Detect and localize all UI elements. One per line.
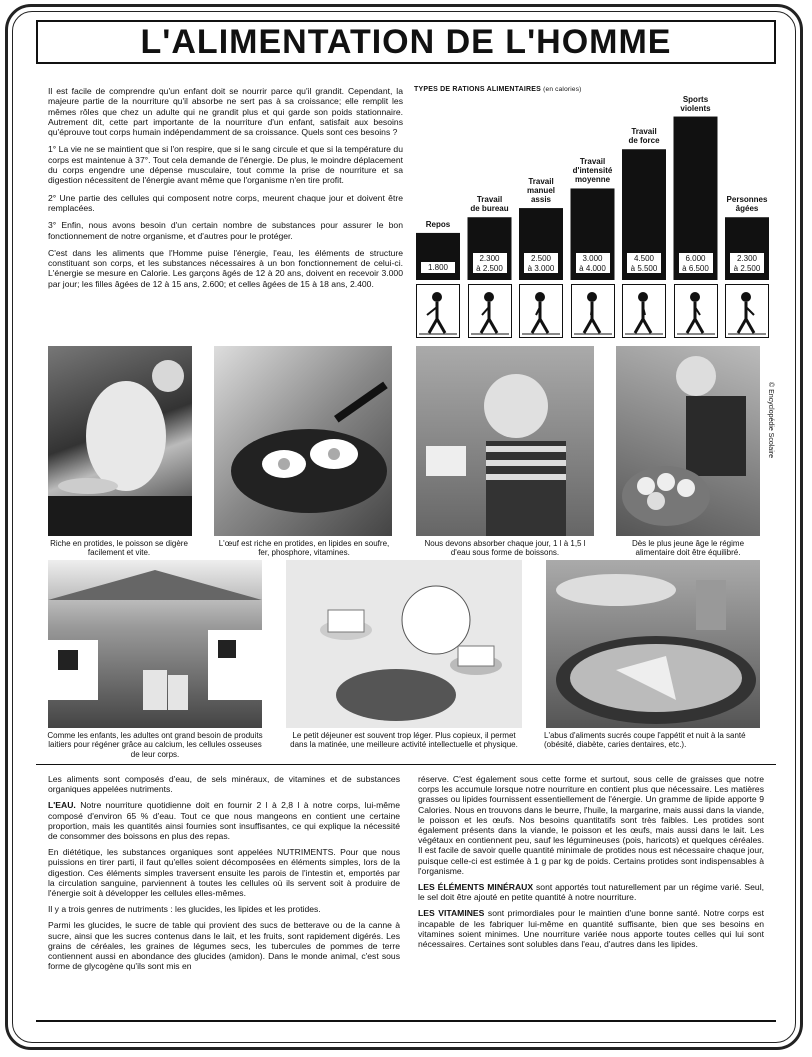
label-line: de bureau <box>470 204 509 214</box>
photo-laitiers <box>48 560 262 728</box>
label-line: moyenne <box>574 175 611 185</box>
fish-worker-image <box>48 346 192 536</box>
intro-paragraph: 1° La vie ne se maintient que si l'on respire, que si le sang circule et que si la température du corps est maintenue à 37°. Tout cela demande de l'énergie. De plus, le moindre déplacement du corps engendre une dépense musculaire, tout comme la prise de nourriture et sa digestion nécessitent de l'énergie avant même que l'organisme n'en tire profit. <box>48 144 403 186</box>
label-line: Travail <box>528 177 554 187</box>
chart-value-label <box>626 252 662 274</box>
activity-pictogram <box>416 284 460 338</box>
intro-paragraph: 2° Une partie des cellules qui composent notre corps, meurent chaque jour et doivent être remplacées. <box>48 192 403 213</box>
activity-pictogram <box>519 284 563 338</box>
body-paragraph <box>48 774 400 794</box>
label-line: de force <box>628 136 660 146</box>
photo-poisson <box>48 346 192 536</box>
paragraph-text: sont primordiales pour le maintien d'une bonne santé. Notre corps est incapable de les fabriquer lui-même en quantité suffisante, bien que ses besoins en vitamines soient minimes. Une nourriture variée nous apporte toutes celles qui lui sont nécessaires. Certaines sont solubles dans l'eau, d'autres dans les lipides. <box>418 908 764 950</box>
text-column-left <box>48 774 400 977</box>
value-line: à 4.000 <box>579 263 606 273</box>
caption-sucres: L'abus d'aliments sucrés coupe l'appétit et nuit à la santé (obésité, diabète, caries dentaires, etc.). <box>544 731 746 750</box>
chart-category-label <box>668 95 724 113</box>
label-line: Travail <box>579 157 606 167</box>
chart-category-label <box>513 177 569 204</box>
value-line: 3.000 <box>582 254 603 263</box>
paragraph-lead: L'EAU. <box>48 800 76 811</box>
dairy-barn-image <box>48 560 262 728</box>
value-line: à 6.500 <box>682 263 709 273</box>
value-line: 6.000 <box>685 254 706 263</box>
chart-value-label <box>729 252 765 274</box>
body-paragraph <box>418 882 764 902</box>
sweets-pan-image <box>546 560 760 728</box>
woman-drinking-image <box>416 346 594 536</box>
paragraph-lead: LES ÉLÉMENTS MINÉRAUX <box>418 882 534 893</box>
caption-boissons: Nous devons absorber chaque jour, 1 l à 1,5 l d'eau sous forme de boissons. <box>424 539 586 558</box>
paragraph-text: Notre nourriture quotidienne doit en fournir 2 l à 2,8 l à notre corps, lui-même composé d'environ 65 % d'eau. Tout ce que nous mangeons en contient une certaine proportion, mais les quantités ainsi fournies sont insuffisantes, ce qui explique la nécessité de consommer des boissons en plus des repas. <box>48 800 400 842</box>
paragraph-text: En diététique, les substances organiques sont appelées NUTRIMENTS. Pour que nous puissions en tirer parti, il faut qu'elles soient décomposées en éléments simples, lors de la digestion. Ces éléments simples traversent ensuite les parois de l'intestin et, emportés par la circulation sanguine, parviennent à toutes les cellules où ils servent soit à produire de l'énergie soit à développer les cellules elles-mêmes. <box>48 847 400 899</box>
chart-category-label <box>462 195 518 213</box>
body-paragraph <box>48 847 400 898</box>
value-line: à 2.500 <box>476 263 503 273</box>
activity-pictogram <box>622 284 666 338</box>
photo-sucres <box>546 560 760 728</box>
chart-category-label <box>410 220 466 229</box>
body-paragraph <box>48 800 400 841</box>
chart-category-label <box>616 127 672 145</box>
chart-value-label <box>575 252 611 274</box>
body-paragraph <box>48 904 400 914</box>
section-divider <box>36 764 776 765</box>
caption-jeune: Dès le plus jeune âge le régime alimentaire doit être équilibré. <box>631 539 745 558</box>
label-line: violents <box>680 103 711 113</box>
body-paragraph <box>48 920 400 971</box>
caption-laitiers: Comme les enfants, les adultes ont grand besoin de produits laitiers pour régéner grâce au calcium, les cellules osseuses de leur corps. <box>47 731 263 759</box>
chart-value-label <box>420 261 456 274</box>
caption-dejeuner: Le petit déjeuner est souvent trop léger. Plus copieux, il permet dans la matinée, une meilleure activité intellectuelle et physique. <box>290 731 518 750</box>
paragraph-lead: LES VITAMINES <box>418 908 485 919</box>
chart-value-label <box>472 252 508 274</box>
value-line: 2.500 <box>530 254 552 263</box>
value-line: 2.300 <box>736 254 758 263</box>
value-line: 2.300 <box>479 254 500 263</box>
photo-boissons <box>416 346 594 536</box>
photo-jeune <box>616 346 760 536</box>
value-line: à 3.000 <box>527 263 555 273</box>
paragraph-text: Les aliments sont composés d'eau, de sels minéraux, de vitamines et de substances organiques appelées nutriments. <box>48 774 400 795</box>
activity-pictogram <box>571 284 615 338</box>
caption-poisson: Riche en protides, le poisson se digère facilement et vite. <box>50 539 188 558</box>
egg-pan-image <box>214 346 392 536</box>
intro-paragraph: Il est facile de comprendre qu'un enfant doit se nourrir parce qu'il grandit. Cependant, la majeure partie de la nourriture qu'il absorbe ne sert pas à sa croissance; elle remplit les mêmes rôles que chez un adulte qui ne grandit plus et qui garde son poids stationnaire. Autrement dit, cette part importante de la nourriture d'un enfant, satisfait aux besoins qu'éprouve tout corps humain indépendamment de sa croissance. Quels sont ces besoins ? <box>48 86 403 138</box>
chart-subtitle: (en calories) <box>543 86 582 93</box>
body-paragraph <box>418 774 764 876</box>
paragraph-text: Parmi les glucides, le sucre de table qui provient des sucs de betterave ou de la canne à sucre, ainsi que les sucres contenus dans le lait, et les fruits, sont rapidement digérés. Les grains de céréales, les graines de légumes secs, les tubercules de pommes de terre contiennent aussi en abondance des glucides (amidon). Dans le monde animal, c'est sous forme de glycogène qu'ils sont mis en <box>48 920 400 972</box>
paragraph-text: Il y a trois genres de nutriments : les glucides, les lipides et les protides. <box>48 904 321 915</box>
label-line: Travail <box>476 195 503 205</box>
page-title: L'ALIMENTATION DE L'HOMME <box>36 20 776 64</box>
activity-pictogram <box>468 284 512 338</box>
label-line: assis <box>530 195 552 205</box>
text-column-right <box>418 774 764 955</box>
value-line: 1.800 <box>427 263 449 272</box>
label-line: manuel <box>526 186 555 196</box>
label-line: Sports <box>682 94 709 104</box>
label-line: Personnes <box>726 195 768 205</box>
photo-dejeuner <box>286 560 522 728</box>
copyright-text: © Encyclopédie Scolaire <box>767 382 774 458</box>
intro-paragraph: 3° Enfin, nous avons besoin d'un certain nombre de substances pour assurer le bon fonctionnement de notre organisme, et d'autres pour le protéger. <box>48 220 403 241</box>
body-paragraph <box>418 908 764 949</box>
label-line: Travail <box>631 127 657 137</box>
chart-title-text: TYPES DE RATIONS ALIMENTAIRES <box>414 86 542 93</box>
paragraph-text: sont apportés tout naturellement par un régime varié. Seul, le sel doit être ajouté en petite quantité à notre nourriture. <box>418 882 764 903</box>
caption-oeuf: L'œuf est riche en protides, en lipides en soufre, fer, phosphore, vitamines. <box>218 539 390 558</box>
chart-category-label <box>565 157 621 184</box>
intro-paragraph: C'est dans les aliments que l'Homme puise l'énergie, l'eau, les éléments de structure constituant son corps, et les substances nécessaires à un bon fonctionnement de celui-ci. L'énergie se mesure en Calorie. Les garçons âgés de 12 à 20 ans, doivent en recevoir 3.000 par jour; les filles âgées de 12 à 15 ans, 2.600; et celles âgées de 15 à 18 ans, 2.400. <box>48 247 403 289</box>
label-line: âgées <box>735 204 759 214</box>
value-line: à 2.500 <box>733 263 761 273</box>
activity-pictogram <box>725 284 769 338</box>
child-basket-image <box>616 346 760 536</box>
photo-oeuf <box>214 346 392 536</box>
activity-pictogram <box>674 284 718 338</box>
paragraph-text: réserve. C'est également sous cette forme et surtout, sous celle de graisses que notre corps les accumule lorsque notre nourriture en contient plus que nécessaire. Les matières grasses ou lipides fournissent essentiellement de l'énergie. Un gramme de lipide apporte 9 Calories. Nous en trouvons dans le beurre, l'huile, la margarine, mais aussi dans la viande, le poisson et les œufs. Nos besoins quantitatifs sont très faibles. Les protides sont également présents dans la viande, le poisson et les œufs, mais aussi dans le lait. Les végétaux en contiennent peu, sauf les légumineuses (pois, haricots) et quelques céréales. Il est facile de savoir quelle quantité minimale de protides nous est nécessaire chaque jour, puisque celle-ci est estimée à 1 g par kg de poids. Certains protides sont indispensables à l'organisme. <box>418 774 764 876</box>
breakfast-table-image <box>286 560 522 728</box>
value-line: 4.500 <box>633 254 655 263</box>
chart-value-label <box>678 252 714 274</box>
label-line: d'intensité <box>572 166 613 176</box>
value-line: à 5.500 <box>630 263 658 273</box>
copyright-notice <box>764 382 776 502</box>
chart-category-label <box>719 195 775 213</box>
bottom-divider <box>36 1020 776 1022</box>
label-line: Repos <box>425 219 451 229</box>
chart-value-label <box>523 252 559 274</box>
